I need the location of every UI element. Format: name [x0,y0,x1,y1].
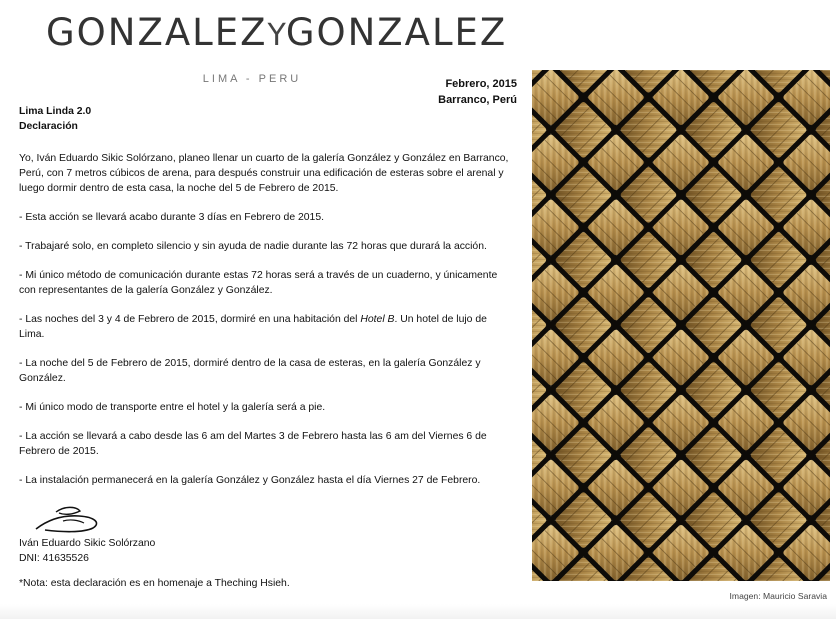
page-bottom-edge [0,604,836,619]
declaration-item-hotel [19,312,514,342]
signature-block [19,502,514,566]
declaration-item: - La acción se llevará a cabo desde las 6 am del Martes 3 de Febrero hasta las 6 am del Viernes 6 de Febrero de 2015. [19,431,487,457]
hotel-text-after: . Un hotel de lujo de Lima. [19,314,487,340]
document-subtitle: Declaración [19,121,78,132]
hotel-name: Hotel B [360,314,395,325]
footnote: *Nota: esta declaración es en homenaje a Theching Hsieh. [19,578,290,589]
logo-wordmark [46,10,508,59]
logo-word-left: GONZALEZ [46,11,268,54]
image-credit: Imagen: Mauricio Saravia [729,591,827,601]
signatory-dni: DNI: 41635526 [19,553,89,564]
woven-mat-photo [532,70,830,581]
document-date: Febrero, 2015 [445,78,517,90]
declaration-item: - Trabajaré solo, en completo silencio y sin ayuda de nadie durante las 72 horas que durará la acción. [19,241,487,252]
declaration-item: - Mi único método de comunicación durante estas 72 horas será a través de un cuaderno, y únicamente con representantes de la galería González y González. [19,270,498,296]
logo-word-right: GONZALEZ [285,11,508,54]
intro-paragraph: Yo, Iván Eduardo Sikic Solórzano, planeo llenar un cuarto de la galería González y González en Barranco, Perú, con 7 metros cúbicos de arena, para después construir una edificación de esteras sobre el arenal y luego dormir dentro de esta casa, la noche del 5 de Febrero de 2015. [19,153,509,194]
document-title: Lima Linda 2.0 [19,106,92,117]
document-place: Barranco, Perú [438,94,517,106]
declaration-item: - Mi único modo de transporte entre el hotel y la galería será a pie. [19,402,326,413]
declaration-body [19,104,514,591]
signatory-name: Iván Eduardo Sikic Solórzano [19,538,156,549]
logo-y: Y [267,18,286,53]
hotel-text-before: - Las noches del 3 y 4 de Febrero de 2015, dormiré en una habitación del [19,314,361,325]
declaration-item: - Esta acción se llevará acabo durante 3 días en Febrero de 2015. [19,212,324,223]
weave-pattern-image [532,70,830,581]
declaration-item: - La instalación permanecerá en la galería González y González hasta el día Viernes 27 de Febrero. [19,475,481,486]
declaration-item: - La noche del 5 de Febrero de 2015, dormiré dentro de la casa de esteras, en la galería González y González. [19,358,481,384]
handwritten-signature [33,502,105,536]
logo-subtitle: LIMA - PERU [202,73,302,85]
